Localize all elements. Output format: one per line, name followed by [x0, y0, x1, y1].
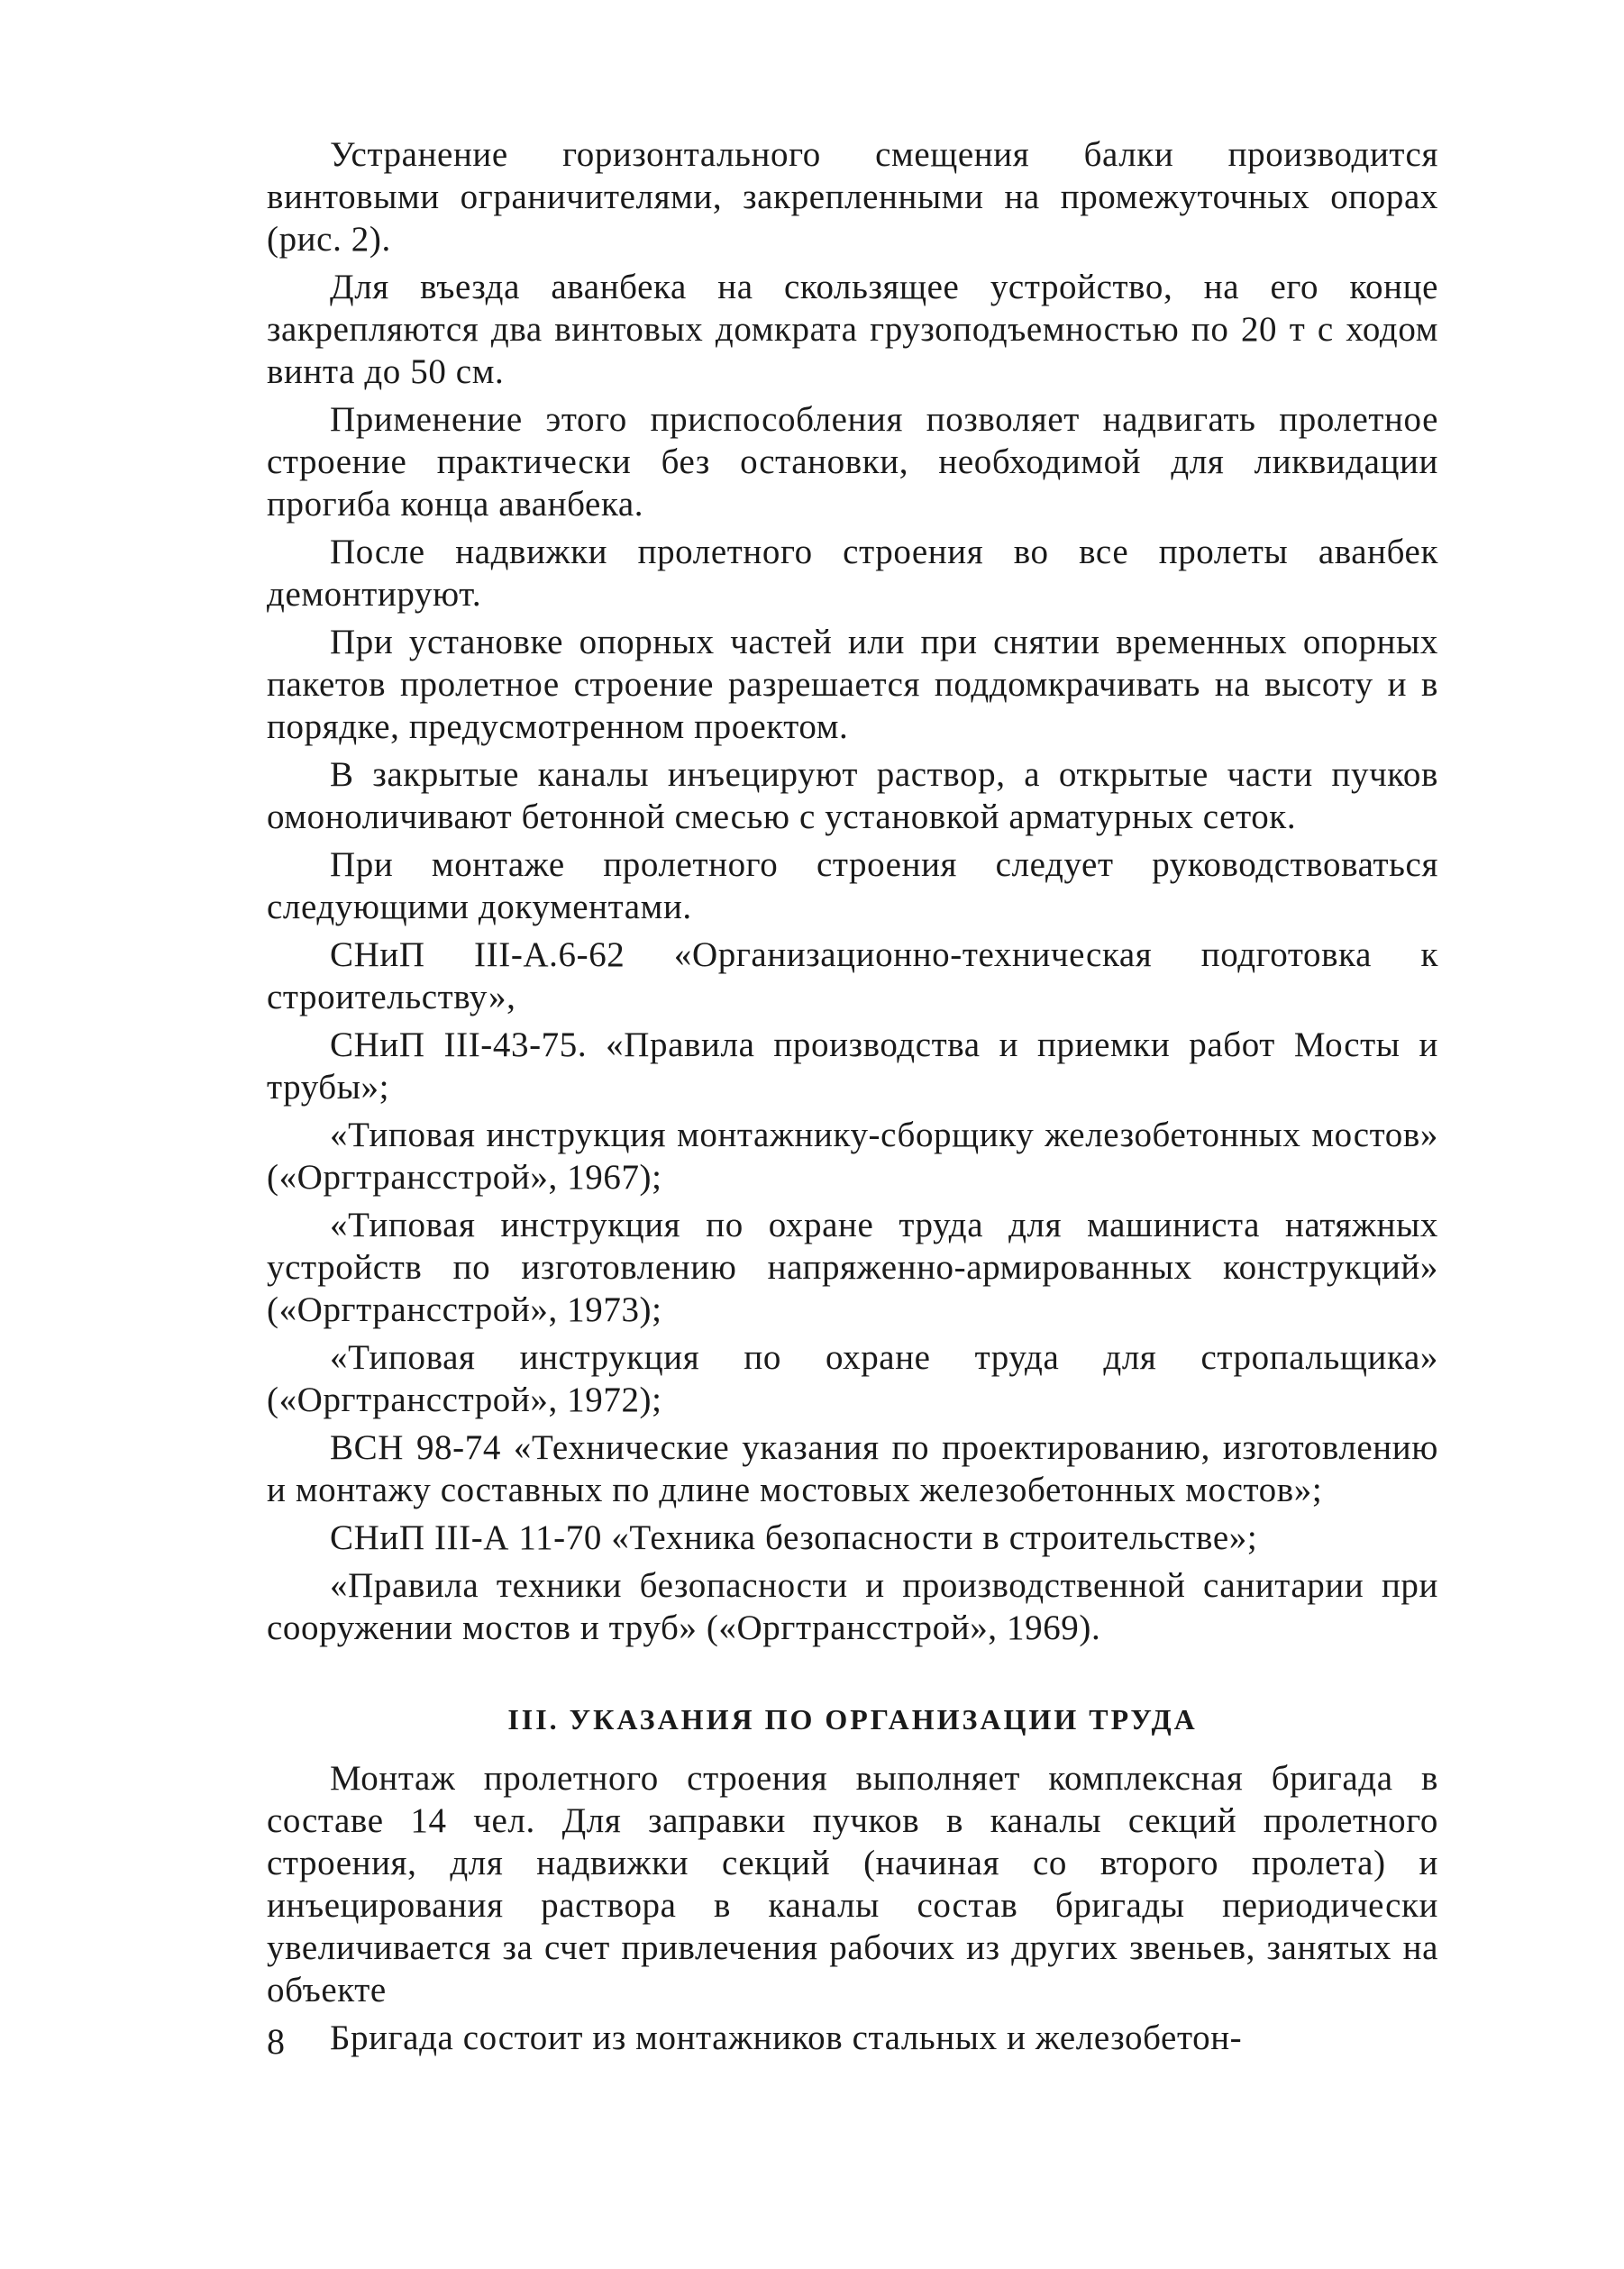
paragraph-jacks: Для въезда аванбека на скользящее устройство, на его конце закрепляются два винтовых домкрата грузоподъемностью по 20 т с ходом винта до 50 см.: [267, 268, 1438, 391]
paragraph-brigade-members: Бригада состоит из монтажников стальных и железобетон-: [330, 2018, 1243, 2057]
paragraph-documents-intro: При монтаже пролетного строения следует руководствоваться следующими документами.: [267, 845, 1438, 926]
paragraph-brigade-composition: Монтаж пролетного строения выполняет комплексная бригада в составе 14 чел. Для заправки пучков в каналы секций пролетного строения, для надвижки секций (начиная со второго пролета) и инъецирования раствора в каналы состав бригады периодически увеличивается за счет привлечения рабочих из других звеньев, занятых на объекте: [267, 1759, 1438, 2009]
reference-item: СНиП III-43-75. «Правила производства и приемки работ Мосты и трубы»;: [267, 1025, 1438, 1107]
reference-item: «Типовая инструкция по охране труда для стропальщика» («Оргтрансстрой», 1972);: [267, 1338, 1438, 1419]
paragraph-device-use: Применение этого приспособления позволяет надвигать пролетное строение практически без остановки, необходимой для ликвидации прогиба конца аванбека.: [267, 400, 1438, 524]
reference-item: СНиП III-А.6-62 «Организационно-техническая подготовка к строительству»,: [267, 935, 1438, 1016]
reference-item: СНиП III-А 11-70 «Техника безопасности в строительстве»;: [330, 1518, 1258, 1557]
paragraph-dismantling: После надвижки пролетного строения во все пролеты аванбек демонтируют.: [267, 533, 1438, 614]
paragraph-channels: В закрытые каналы инъецируют раствор, а открытые части пучков омоноличивают бетонной смесью с установкой арматурных сеток.: [267, 755, 1438, 836]
reference-item: «Типовая инструкция монтажнику-сборщику железобетонных мостов» («Оргтрансстрой», 1967);: [267, 1116, 1438, 1197]
reference-item: «Правила техники безопасности и производственной санитарии при сооружении мостов и труб» («Оргтрансстрой», 1969).: [267, 1566, 1438, 1647]
reference-item: ВСН 98-74 «Технические указания по проектированию, изготовлению и монтажу составных по длине мостовых железобетонных мостов»;: [267, 1428, 1438, 1509]
paragraph-beam-displacement: Устранение горизонтального смещения балки производится винтовыми ограничителями, закрепленными на промежуточных опорах (рис. 2).: [267, 135, 1438, 259]
paragraph-bearings: При установке опорных частей или при снятии временных опорных пакетов пролетное строение разрешается поддомкрачивать на высоту и в порядке, предусмотренном проектом.: [267, 623, 1438, 746]
body-text: [267, 133, 1438, 2059]
section-heading: III. УКАЗАНИЯ ПО ОРГАНИЗАЦИИ ТРУДА: [507, 1703, 1198, 1736]
reference-item: «Типовая инструкция по охране труда для машиниста натяжных устройств по изготовлению напряженно-армированных конструкций» («Оргтрансстрой», 1973);: [267, 1206, 1438, 1329]
page-number: 8: [267, 2021, 285, 2062]
